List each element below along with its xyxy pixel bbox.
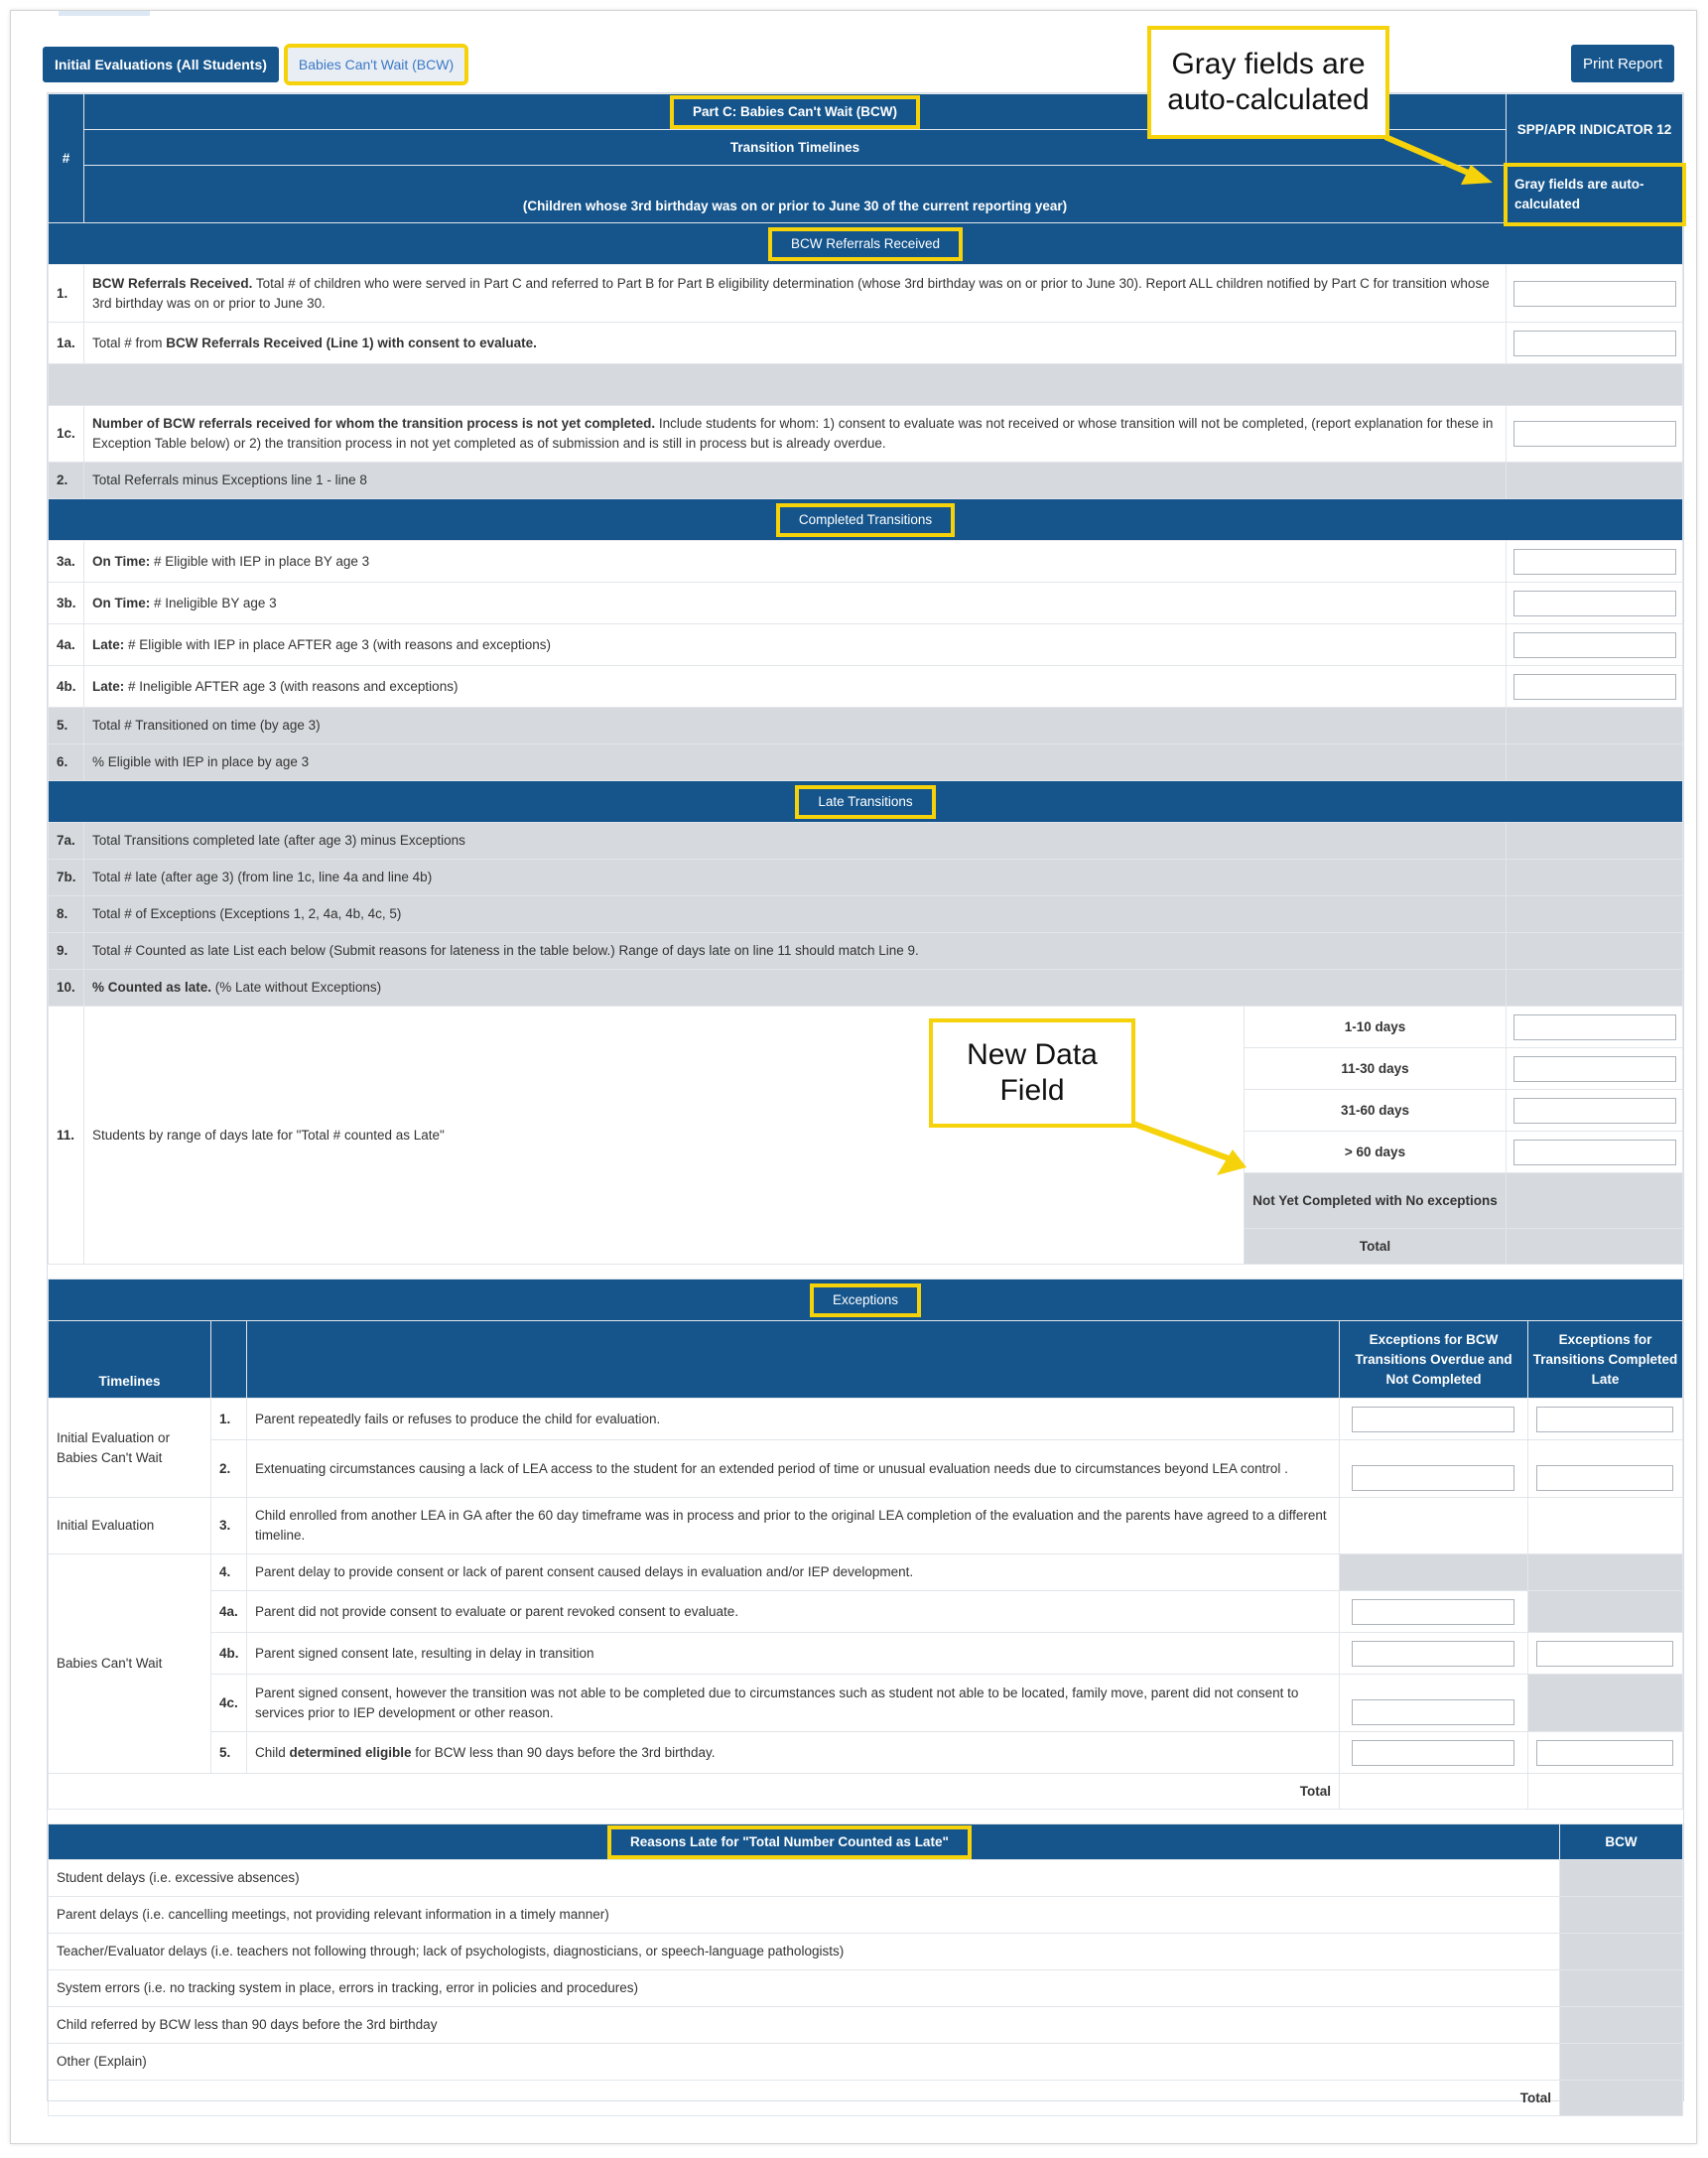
row-description: Students by range of days late for "Total # counted as Late" — [84, 1007, 1245, 1265]
row-description: Total # of Exceptions (Exceptions 1, 2, 4a, 4b, 4c, 5) — [84, 896, 1507, 933]
range-label: > 60 days — [1245, 1132, 1507, 1173]
row-description: On Time: # Eligible with IEP in place BY age 3 — [84, 541, 1507, 583]
reasons-total-label: Total — [49, 2081, 1560, 2116]
row-number: 4a. — [49, 624, 84, 666]
indicator-header: SPP/APR INDICATOR 12 — [1507, 94, 1683, 166]
gray-fields-callout: Gray fields are auto-calculated — [1147, 26, 1389, 139]
range-label: 11-30 days — [1245, 1048, 1507, 1090]
section-label: Reasons Late for "Total Number Counted as Late" — [610, 1828, 969, 1856]
row-number: 5. — [211, 1732, 247, 1774]
row-number: 2. — [49, 463, 84, 499]
row-description: Total # Counted as late List each below (Submit reasons for lateness in the table below.) Range of days late on line 11 should match Line 9. — [84, 933, 1507, 970]
row-number: 1a. — [49, 323, 84, 364]
group-label: Babies Can't Wait — [49, 1554, 211, 1774]
row-description: Parent signed consent late, resulting in delay in transition — [247, 1633, 1340, 1675]
group-label: Initial Evaluation or Babies Can't Wait — [49, 1399, 211, 1498]
row-number: 4. — [211, 1554, 247, 1591]
part-c-title: Part C: Babies Can't Wait (BCW) — [673, 98, 917, 126]
row-number: 1c. — [49, 406, 84, 463]
row-description: Parent repeatedly fails or refuses to produce the child for evaluation. — [247, 1399, 1340, 1440]
row-number: 9. — [49, 933, 84, 970]
tab-initial-evaluations[interactable]: Initial Evaluations (All Students) — [43, 47, 279, 82]
row-description: % Counted as late. (% Late without Exceptions) — [84, 970, 1507, 1007]
overdue-header: Exceptions for BCW Transitions Overdue and Not Completed — [1339, 1321, 1527, 1399]
row-number: 3. — [211, 1498, 247, 1554]
transition-timelines-title: Transition Timelines — [84, 130, 1507, 166]
row-number: 8. — [49, 896, 84, 933]
new-field-arrow — [1133, 1124, 1237, 1161]
row-description: On Time: # Ineligible BY age 3 — [84, 583, 1507, 624]
row-description: Total Transitions completed late (after age 3) minus Exceptions — [84, 823, 1507, 860]
row-number: 1. — [211, 1399, 247, 1440]
section-label: Completed Transitions — [779, 506, 952, 534]
row-description: Total # from BCW Referrals Received (Line 1) with consent to evaluate. — [84, 323, 1507, 364]
row-number: 7a. — [49, 823, 84, 860]
row-description: Total # Transitioned on time (by age 3) — [84, 708, 1507, 744]
row-number: 4a. — [211, 1591, 247, 1633]
row-number: 3a. — [49, 541, 84, 583]
row-description: Number of BCW referrals received for whom the transition process is not yet completed. Include students for whom: 1) consent to evaluate was not received or whose transition will not be completed, (report explanation for these in Exception Table below) or 2) the transition process in not yet completed as of submission and is still in process but is already overdue. — [84, 406, 1507, 463]
row-description: Total # late (after age 3) (from line 1c, line 4a and line 4b) — [84, 860, 1507, 896]
hash-header: # — [49, 94, 84, 223]
row-description: Extenuating circumstances causing a lack of LEA access to the student for an extended period of time or unusual evaluation needs due to circumstances beyond LEA control . — [247, 1440, 1340, 1498]
range-label: 1-10 days — [1245, 1007, 1507, 1048]
gray-fields-note: Gray fields are auto-calculated — [1507, 166, 1683, 223]
reporting-note: (Children whose 3rd birthday was on or prior to June 30 of the current reporting year) — [84, 166, 1507, 223]
not-yet-completed-label: Not Yet Completed with No exceptions — [1245, 1173, 1507, 1229]
row-description: Child determined eligible for BCW less than 90 days before the 3rd birthday. — [247, 1732, 1340, 1774]
gray-fields-arrow — [1385, 137, 1473, 175]
row-description: Late: # Eligible with IEP in place AFTER age 3 (with reasons and exceptions) — [84, 624, 1507, 666]
reason-item: Student delays (i.e. excessive absences) — [49, 1860, 1560, 1897]
reason-item: Other (Explain) — [49, 2044, 1560, 2081]
row-description: Late: # Ineligible AFTER age 3 (with reasons and exceptions) — [84, 666, 1507, 708]
new-data-field-callout: New Data Field — [929, 1018, 1135, 1128]
row-number: 11. — [49, 1007, 84, 1265]
row-number: 4c. — [211, 1675, 247, 1732]
range-label: 31-60 days — [1245, 1090, 1507, 1132]
print-report-button[interactable]: Print Report — [1571, 45, 1674, 82]
row-number: 10. — [49, 970, 84, 1007]
group-label: Initial Evaluation — [49, 1498, 211, 1554]
row-number: 4b. — [211, 1633, 247, 1675]
row-number: 5. — [49, 708, 84, 744]
section-label: BCW Referrals Received — [771, 230, 960, 258]
tab-babies-cant-wait[interactable]: Babies Can't Wait (BCW) — [287, 47, 465, 82]
row-description: Child enrolled from another LEA in GA after the 60 day timeframe was in process and prior to the original LEA completion of the evaluation and the parents have agreed to a different timeline. — [247, 1498, 1340, 1554]
row-number: 4b. — [49, 666, 84, 708]
row-description: Total Referrals minus Exceptions line 1 - line 8 — [84, 463, 1507, 499]
row-number: 3b. — [49, 583, 84, 624]
reason-item: Child referred by BCW less than 90 days before the 3rd birthday — [49, 2007, 1560, 2044]
bcw-column-header: BCW — [1560, 1824, 1683, 1860]
row-description: Parent signed consent, however the transition was not able to be completed due to circumstances such as student not able to be located, family move, parent did not consent to services prior to IEP development or other reason. — [247, 1675, 1340, 1732]
section-label: Late Transitions — [798, 788, 932, 816]
row-number: 6. — [49, 744, 84, 781]
row-number: 1. — [49, 265, 84, 323]
timelines-header: Timelines — [49, 1321, 211, 1399]
range-total-label: Total — [1245, 1229, 1507, 1265]
row-description: BCW Referrals Received. Total # of children who were served in Part C and referred to Part B for Part B eligibility determination (whose 3rd birthday was on or prior to June 30). Report ALL children notified by Part C for transition whose 3rd birthday was on or prior to June 30. — [84, 265, 1507, 323]
reason-item: System errors (i.e. no tracking system in place, errors in tracking, error in policies and procedures) — [49, 1970, 1560, 2007]
reason-item: Teacher/Evaluator delays (i.e. teachers not following through; lack of psychologists, diagnosticians, or speech-language pathologists) — [49, 1934, 1560, 1970]
row-description: Parent delay to provide consent or lack of parent consent caused delays in evaluation and/or IEP development. — [247, 1554, 1340, 1591]
exceptions-total-label: Total — [49, 1774, 1340, 1810]
row-description: % Eligible with IEP in place by age 3 — [84, 744, 1507, 781]
reason-item: Parent delays (i.e. cancelling meetings, not providing relevant information in a timely manner) — [49, 1897, 1560, 1934]
row-number: 2. — [211, 1440, 247, 1498]
row-number: 7b. — [49, 860, 84, 896]
section-label: Exceptions — [813, 1286, 918, 1314]
row-description: Parent did not provide consent to evaluate or parent revoked consent to evaluate. — [247, 1591, 1340, 1633]
late-header: Exceptions for Transitions Completed Late — [1527, 1321, 1682, 1399]
